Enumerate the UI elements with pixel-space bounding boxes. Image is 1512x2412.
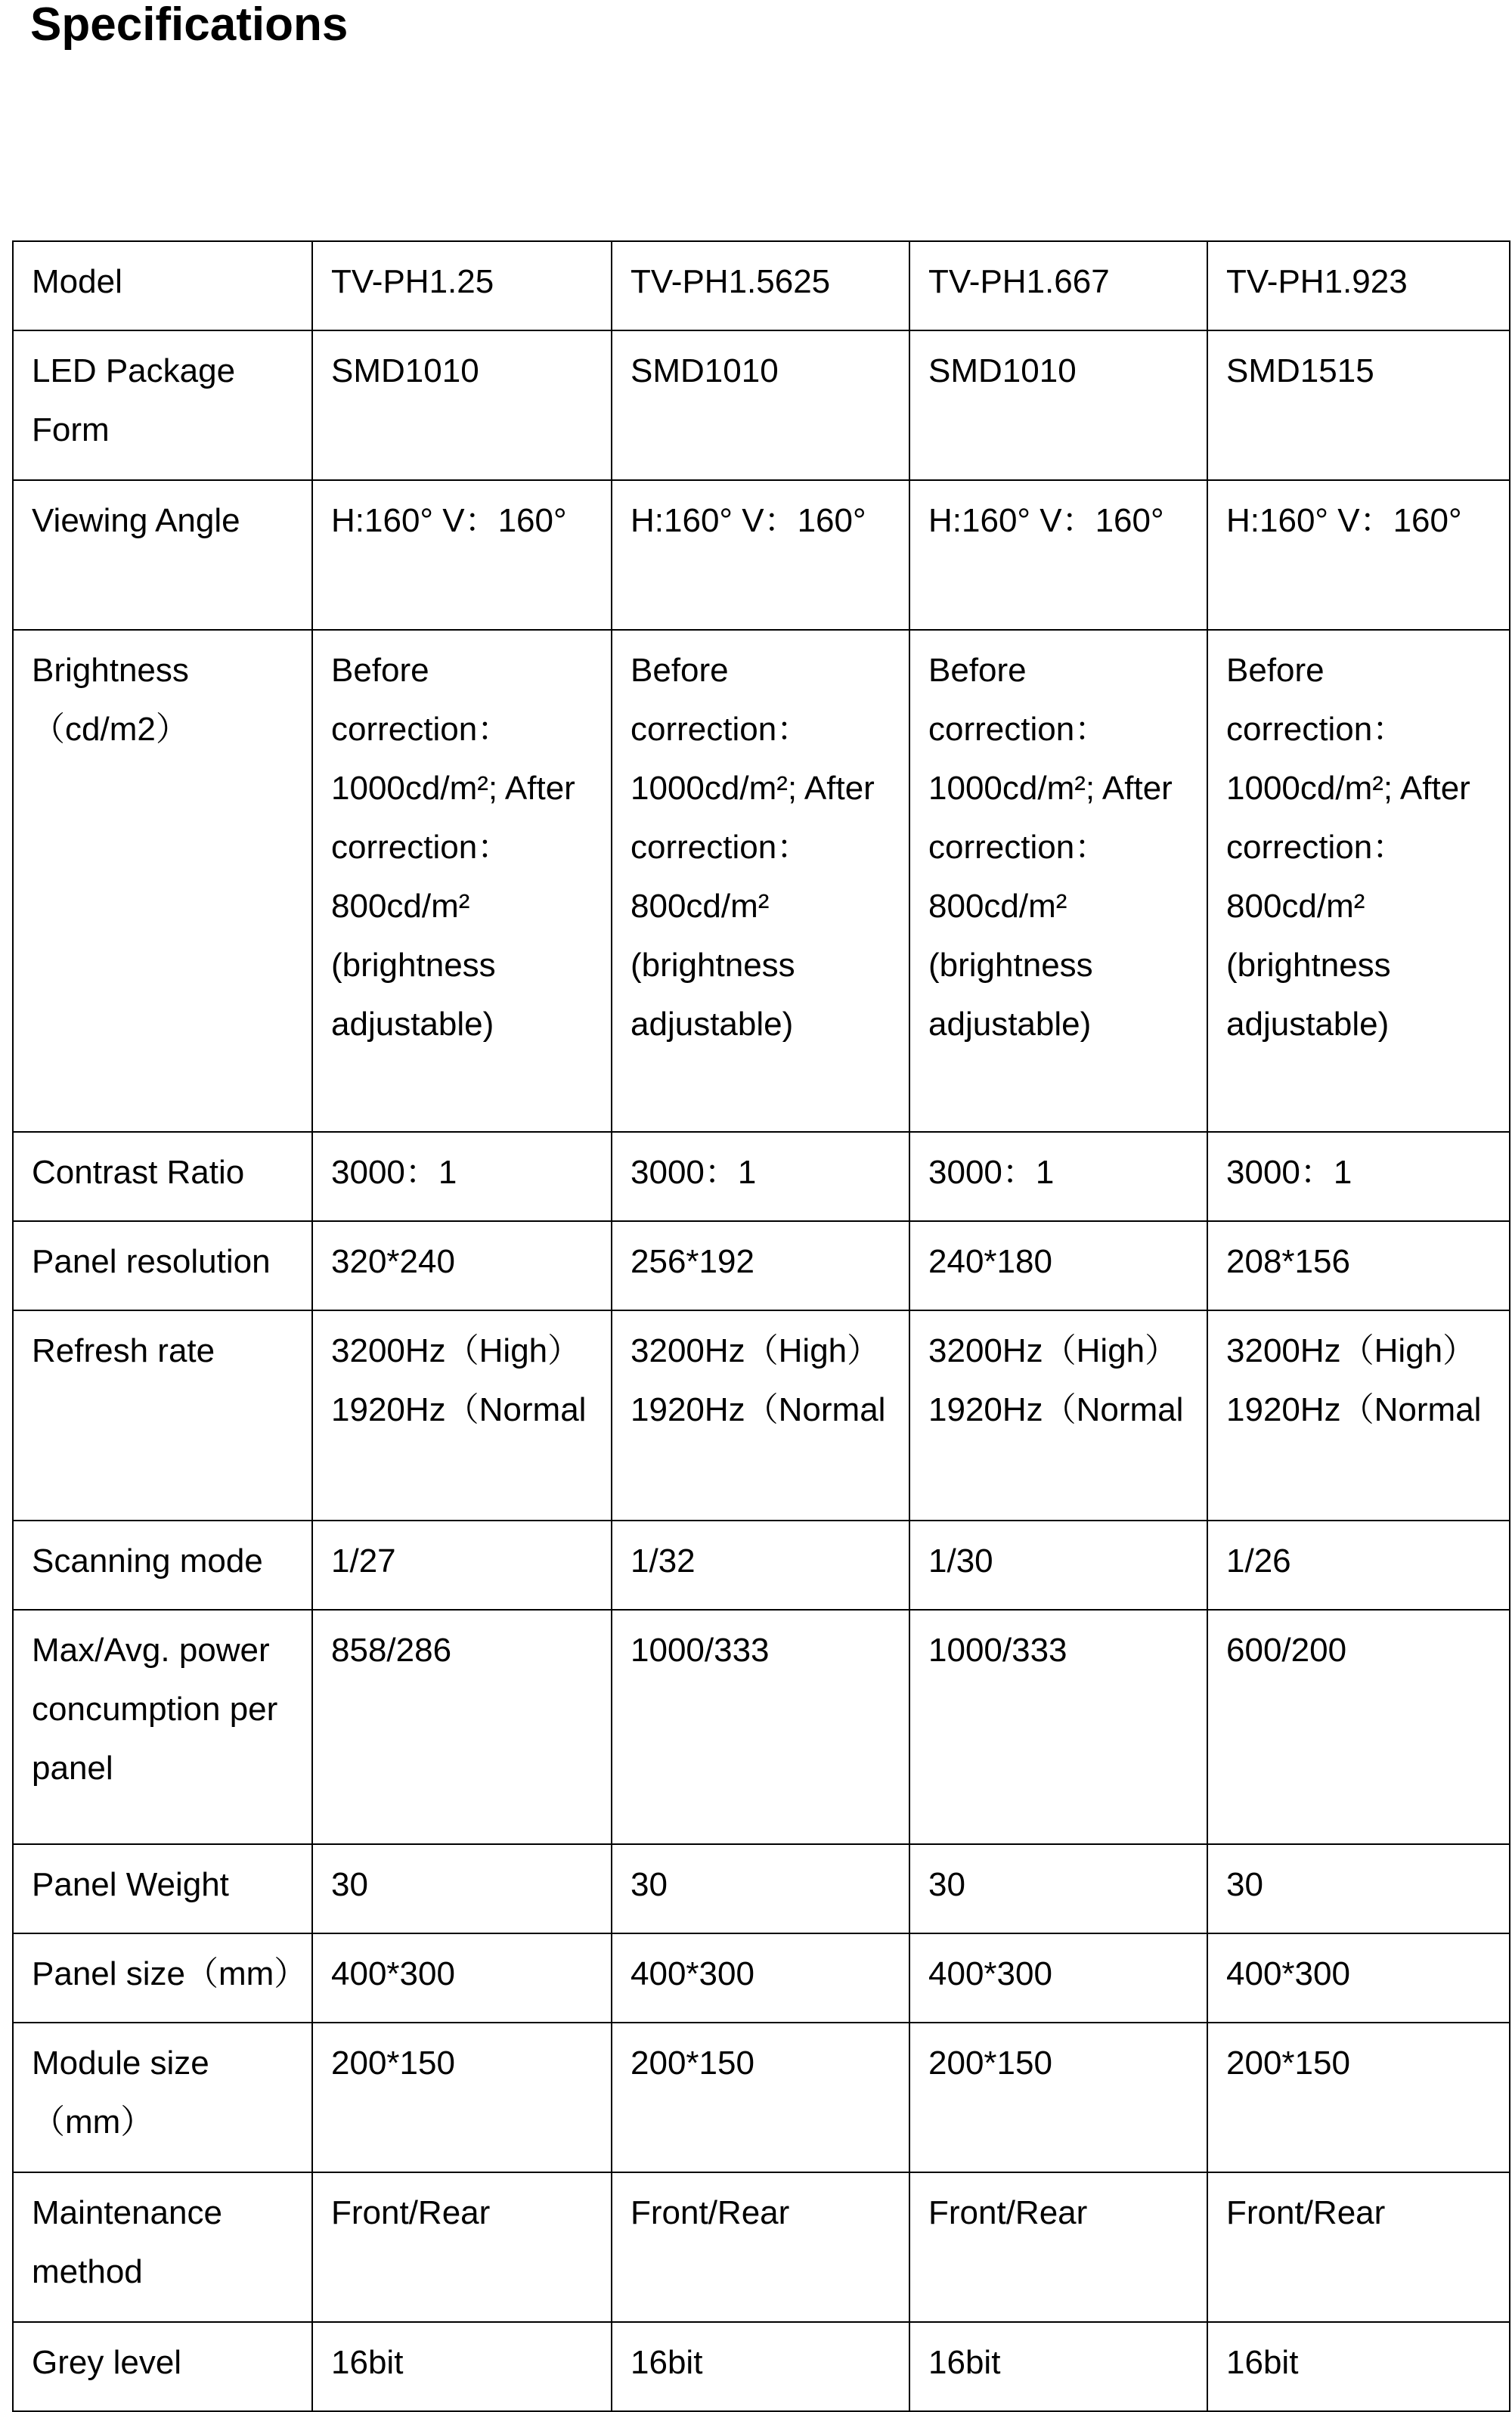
table-cell: 30: [312, 1844, 612, 1933]
table-cell: 3000：1: [312, 1132, 612, 1221]
table-cell: 3000：1: [909, 1132, 1207, 1221]
table-cell: 30: [1207, 1844, 1510, 1933]
row-label: Panel resolution: [13, 1221, 312, 1310]
table-cell: 16bit: [1207, 2322, 1510, 2411]
row-label: Model: [13, 241, 312, 330]
table-cell: Before correction：1000cd/m²; After correction：800cd/m² (brightness adjustable): [909, 630, 1207, 1132]
row-label: Panel size（mm）: [13, 1933, 312, 2023]
table-cell: 200*150: [312, 2023, 612, 2172]
table-cell: 400*300: [312, 1933, 612, 2023]
table-cell: 30: [612, 1844, 909, 1933]
row-label: Module size（mm）: [13, 2023, 312, 2172]
row-label: Refresh rate: [13, 1310, 312, 1521]
table-cell: 16bit: [612, 2322, 909, 2411]
table-cell: SMD1010: [909, 330, 1207, 480]
table-cell: 400*300: [612, 1933, 909, 2023]
table-cell: 1000/333: [612, 1610, 909, 1844]
row-label: Grey level: [13, 2322, 312, 2411]
table-cell: TV-PH1.923: [1207, 241, 1510, 330]
table-row: [13, 1933, 1510, 2023]
table-cell: H:160° V：160°: [612, 480, 909, 630]
table-cell: 16bit: [312, 2322, 612, 2411]
table-cell: Before correction：1000cd/m²; After correction：800cd/m² (brightness adjustable): [312, 630, 612, 1132]
table-cell: 400*300: [909, 1933, 1207, 2023]
table-cell: Front/Rear: [312, 2172, 612, 2322]
table-cell: 858/286: [312, 1610, 612, 1844]
table-cell: 1/27: [312, 1521, 612, 1610]
table-cell: 3000：1: [612, 1132, 909, 1221]
table-row: [13, 2322, 1510, 2411]
page-title: Specifications: [30, 0, 349, 51]
table-row: [13, 480, 1510, 630]
table-row: [13, 241, 1510, 330]
table-cell: 208*156: [1207, 1221, 1510, 1310]
table-row: [13, 630, 1510, 1132]
table-cell: Before correction：1000cd/m²; After correction：800cd/m² (brightness adjustable): [1207, 630, 1510, 1132]
table-row: [13, 2023, 1510, 2172]
table-row: [13, 330, 1510, 480]
table-row: [13, 1844, 1510, 1933]
table-cell: 320*240: [312, 1221, 612, 1310]
table-cell: 1/30: [909, 1521, 1207, 1610]
table-cell: SMD1010: [612, 330, 909, 480]
row-label: Contrast Ratio: [13, 1132, 312, 1221]
table-cell: 3200Hz（High） 1920Hz（Normal: [312, 1310, 612, 1521]
table-cell: 3200Hz（High） 1920Hz（Normal: [909, 1310, 1207, 1521]
table-row: [13, 1132, 1510, 1221]
table-cell: TV-PH1.5625: [612, 241, 909, 330]
table-cell: 200*150: [612, 2023, 909, 2172]
row-label: Scanning mode: [13, 1521, 312, 1610]
table-cell: Front/Rear: [612, 2172, 909, 2322]
table-cell: 3000：1: [1207, 1132, 1510, 1221]
table-cell: Front/Rear: [1207, 2172, 1510, 2322]
table-cell: Front/Rear: [909, 2172, 1207, 2322]
table-cell: H:160° V：160°: [312, 480, 612, 630]
row-label: Maintenance method: [13, 2172, 312, 2322]
table-cell: 200*150: [1207, 2023, 1510, 2172]
table-row: [13, 2172, 1510, 2322]
table-cell: 256*192: [612, 1221, 909, 1310]
row-label: Max/Avg. power concumption per panel: [13, 1610, 312, 1844]
table-cell: 1000/333: [909, 1610, 1207, 1844]
table-cell: 16bit: [909, 2322, 1207, 2411]
table-cell: SMD1515: [1207, 330, 1510, 480]
table-cell: H:160° V：160°: [909, 480, 1207, 630]
table-cell: 3200Hz（High） 1920Hz（Normal: [612, 1310, 909, 1521]
table-cell: TV-PH1.667: [909, 241, 1207, 330]
table-row: [13, 1610, 1510, 1844]
table-cell: H:160° V：160°: [1207, 480, 1510, 630]
table-cell: 600/200: [1207, 1610, 1510, 1844]
table-cell: 400*300: [1207, 1933, 1510, 2023]
specifications-table: [12, 240, 1510, 2412]
row-label: LED Package Form: [13, 330, 312, 480]
table-row: [13, 1221, 1510, 1310]
table-row: [13, 1310, 1510, 1521]
table-cell: 3200Hz（High） 1920Hz（Normal: [1207, 1310, 1510, 1521]
table-cell: 200*150: [909, 2023, 1207, 2172]
table-cell: 1/26: [1207, 1521, 1510, 1610]
table-cell: TV-PH1.25: [312, 241, 612, 330]
table-cell: Before correction：1000cd/m²; After correction：800cd/m² (brightness adjustable): [612, 630, 909, 1132]
table-cell: SMD1010: [312, 330, 612, 480]
row-label: Viewing Angle: [13, 480, 312, 630]
row-label: Panel Weight: [13, 1844, 312, 1933]
table-cell: 30: [909, 1844, 1207, 1933]
table-cell: 240*180: [909, 1221, 1207, 1310]
table-cell: 1/32: [612, 1521, 909, 1610]
table-row: [13, 1521, 1510, 1610]
row-label: Brightness（cd/m2）: [13, 630, 312, 1132]
